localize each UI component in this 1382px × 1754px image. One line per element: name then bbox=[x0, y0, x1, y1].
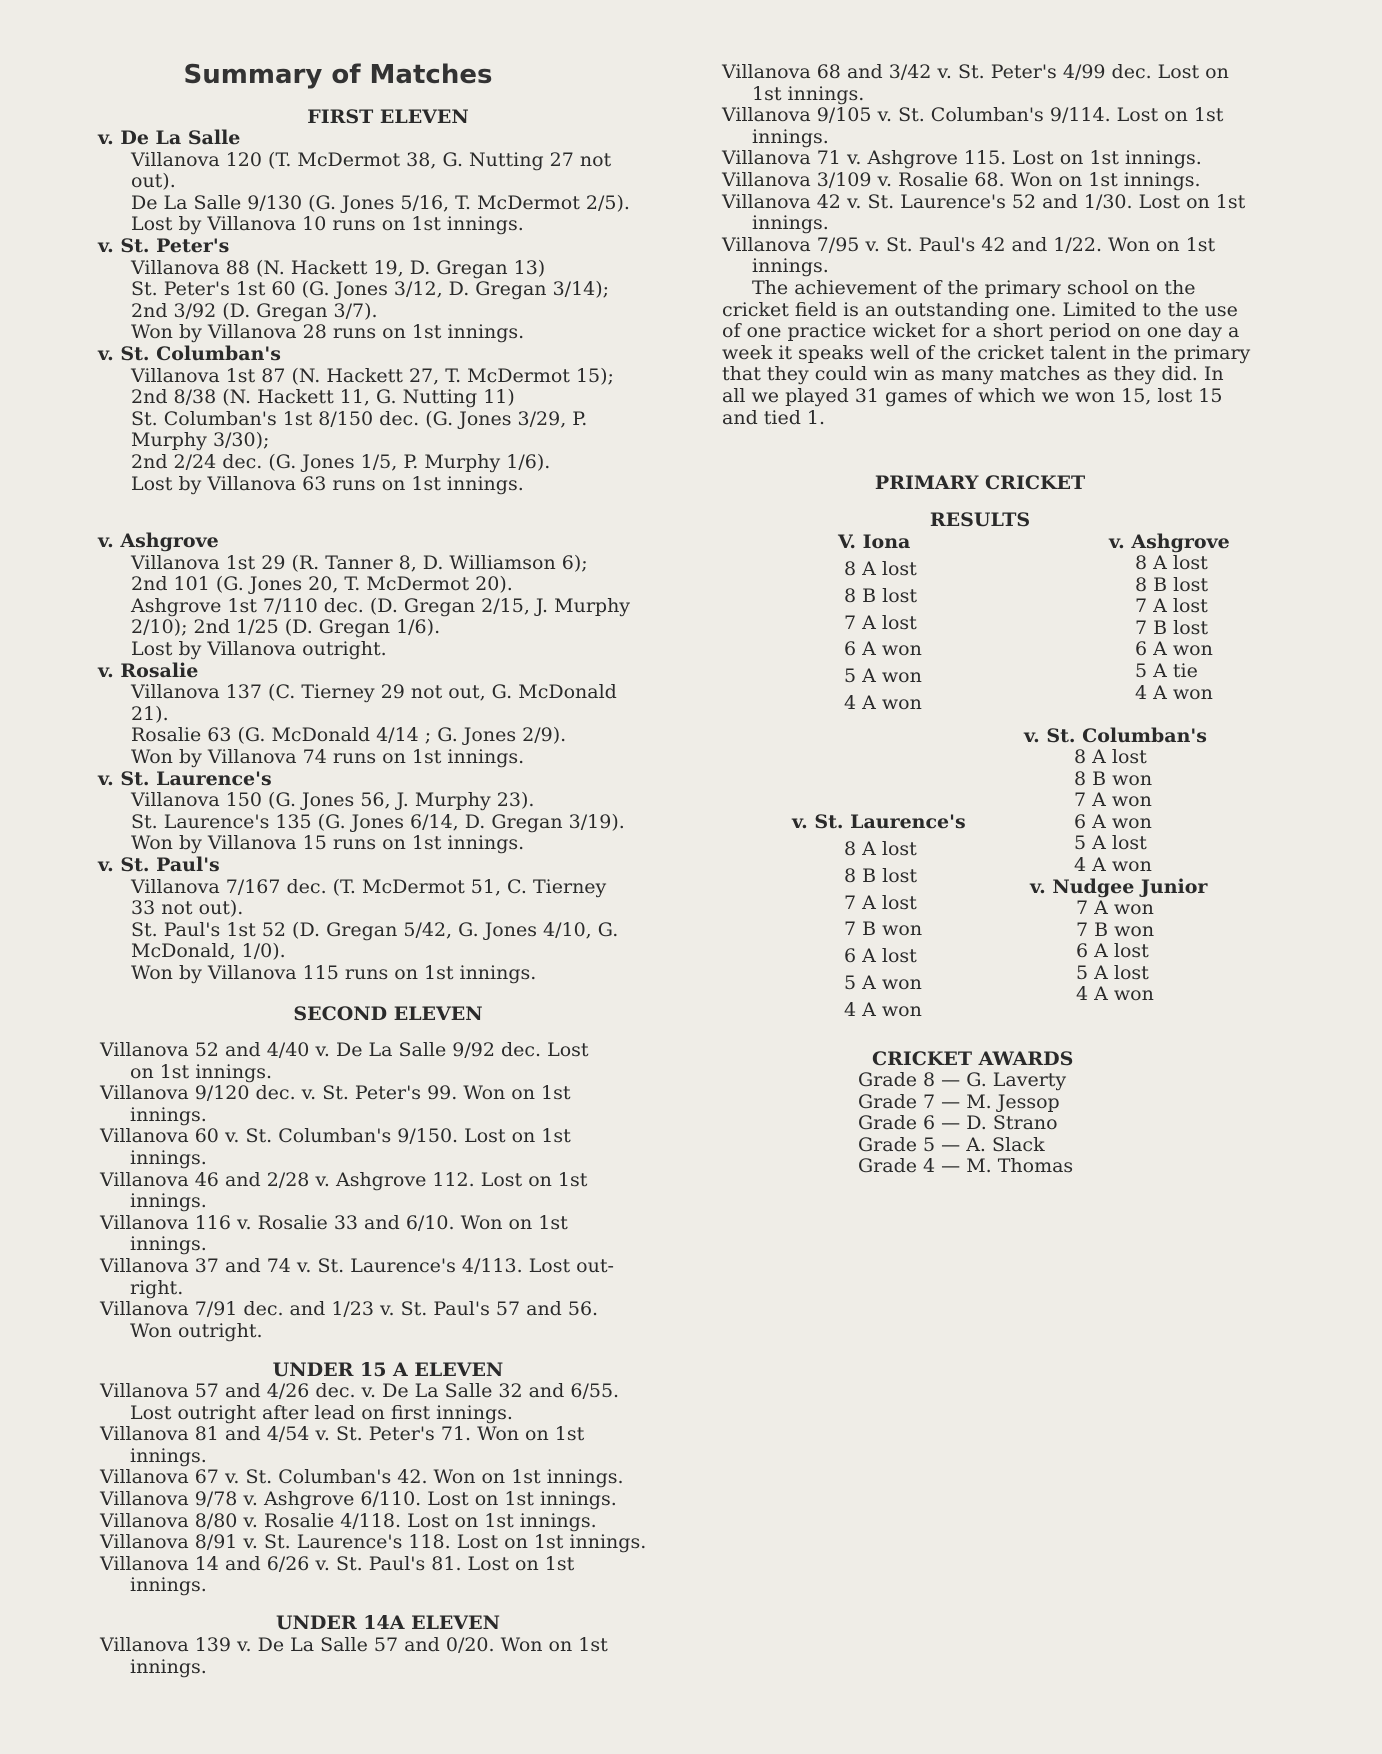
result-line: Villanova 8/80 v. Rosalie 4/118. Lost on 1st innings. bbox=[100, 1509, 597, 1532]
result-line: Villanova 139 v. De La Salle 57 and 0/20. Won on 1st bbox=[100, 1634, 608, 1656]
match-line: Murphy 3/30); bbox=[131, 429, 270, 452]
result-line: innings. bbox=[130, 1233, 207, 1256]
result-line: 1st innings. bbox=[752, 82, 865, 105]
laurence-results bbox=[792, 811, 966, 1024]
match-line: McDonald, 1/0). bbox=[131, 940, 286, 963]
first-eleven-heading: FIRST ELEVEN bbox=[307, 106, 469, 128]
match-ashgrove bbox=[98, 531, 678, 661]
opponent-heading: v. De La Salle bbox=[98, 127, 241, 149]
result-item: 7 A won bbox=[1076, 897, 1154, 919]
result-line: Villanova 68 and 3/42 v. St. Peter's 4/99 dec. Lost on bbox=[722, 61, 1229, 83]
paragraph-line: all we played 31 games of which we won 15, lost 15 bbox=[722, 384, 1223, 407]
right-results-block bbox=[722, 62, 1302, 278]
result-item: 7 B won bbox=[1076, 918, 1155, 941]
opponent-heading: v. St. Paul's bbox=[98, 853, 220, 876]
opponent-heading: V. Iona bbox=[838, 531, 911, 553]
result-line: innings. bbox=[752, 212, 829, 235]
result-item: 7 A won bbox=[1074, 789, 1152, 812]
result-line: right. bbox=[130, 1276, 184, 1299]
opponent-heading: v. St. Laurence's bbox=[792, 811, 966, 833]
opponent-heading: v. St. Laurence's bbox=[98, 767, 272, 790]
match-line: Villanova 88 (N. Hackett 19, D. Gregan 13) bbox=[131, 256, 546, 279]
match-line: 2nd 8/38 (N. Hackett 11, G. Nutting 11) bbox=[131, 386, 515, 409]
result-line: Villanova 60 v. St. Columban's 9/150. Lost on 1st bbox=[100, 1125, 571, 1148]
opponent-heading: v. St. Columban's bbox=[98, 342, 281, 365]
result-item: 4 A won bbox=[1076, 983, 1154, 1006]
result-item: 6 A lost bbox=[844, 945, 917, 968]
result-line: innings. bbox=[130, 1103, 207, 1126]
result-line: Villanova 67 v. St. Columban's 42. Won on 1st innings. bbox=[100, 1466, 624, 1489]
match-line: Lost by Villanova 10 runs on 1st innings. bbox=[131, 213, 524, 236]
paragraph-line: and tied 1. bbox=[722, 406, 826, 429]
match-line: De La Salle 9/130 (G. Jones 5/16, T. McDermot 2/5). bbox=[131, 191, 630, 214]
result-line: innings. bbox=[752, 255, 829, 278]
match-line: Rosalie 63 (G. McDonald 4/14 ; G. Jones 2/9). bbox=[131, 724, 567, 747]
result-line: on 1st innings. bbox=[130, 1060, 273, 1083]
match-line: St. Laurence's 135 (G. Jones 6/14, D. Gregan 3/19). bbox=[131, 810, 625, 833]
result-item: 5 A tie bbox=[1135, 659, 1198, 682]
result-item: 8 B lost bbox=[844, 584, 918, 607]
match-line: Ashgrove 1st 7/110 dec. (D. Gregan 2/15, J. Murphy bbox=[131, 594, 631, 617]
result-line: Villanova 9/78 v. Ashgrove 6/110. Lost on 1st innings. bbox=[100, 1487, 617, 1510]
nudgee-results bbox=[1030, 876, 1207, 1006]
result-item: 5 A won bbox=[844, 971, 922, 994]
opponent-heading: v. Ashgrove bbox=[1109, 531, 1230, 553]
result-item: 8 B won bbox=[1074, 767, 1153, 790]
result-item: 6 A lost bbox=[1076, 940, 1149, 963]
result-item: 7 B won bbox=[844, 918, 923, 941]
result-line: Villanova 42 v. St. Laurence's 52 and 1/30. Lost on 1st bbox=[722, 190, 1246, 213]
match-st-columbans bbox=[98, 344, 678, 495]
match-line: Villanova 1st 87 (N. Hackett 27, T. McDermot 15); bbox=[131, 364, 614, 387]
opponent-heading: v. Rosalie bbox=[98, 659, 199, 682]
result-item: 5 A lost bbox=[1074, 832, 1147, 855]
primary-paragraph bbox=[722, 278, 1302, 429]
result-item: 6 A won bbox=[844, 638, 922, 661]
match-line: Won by Villanova 115 runs on 1st innings. bbox=[131, 961, 537, 984]
opponent-heading: v. Ashgrove bbox=[98, 530, 219, 552]
paragraph-line: of one practice wicket for a short period on one day a bbox=[722, 320, 1240, 343]
result-line: Villanova 7/91 dec. and 1/23 v. St. Paul's 57 and 56. bbox=[100, 1298, 599, 1321]
match-line: Lost by Villanova outright. bbox=[131, 637, 387, 660]
result-line: innings. bbox=[130, 1190, 207, 1213]
result-item: 4 A won bbox=[1074, 853, 1152, 876]
match-st-peters bbox=[98, 236, 678, 344]
opponent-heading: v. St. Peter's bbox=[98, 234, 230, 257]
result-item: 8 B lost bbox=[844, 864, 918, 887]
result-item: 7 B lost bbox=[1135, 616, 1209, 639]
match-line: 2nd 101 (G. Jones 20, T. McDermot 20). bbox=[131, 573, 513, 596]
primary-heading: PRIMARY CRICKET bbox=[874, 472, 1086, 494]
result-line: Villanova 46 and 2/28 v. Ashgrove 112. Lost on 1st bbox=[100, 1168, 588, 1191]
result-item: 4 A won bbox=[844, 691, 922, 714]
award-line: Grade 6 — D. Strano bbox=[858, 1112, 1058, 1135]
result-item: 6 A won bbox=[1135, 638, 1213, 661]
award-line: Grade 5 — A. Slack bbox=[858, 1133, 1045, 1156]
match-line: Won by Villanova 74 runs on 1st innings. bbox=[131, 745, 525, 768]
match-line: 33 not out). bbox=[131, 897, 244, 920]
result-item: 4 A won bbox=[844, 998, 922, 1021]
result-line: innings. bbox=[130, 1574, 207, 1597]
result-line: Villanova 52 and 4/40 v. De La Salle 9/92 dec. Lost bbox=[100, 1039, 589, 1061]
match-line: 2nd 2/24 dec. (G. Jones 1/5, P. Murphy 1/6). bbox=[131, 450, 551, 473]
awards-heading: CRICKET AWARDS bbox=[872, 1048, 1074, 1070]
match-rosalie bbox=[98, 661, 678, 769]
match-line: Villanova 1st 29 (R. Tanner 8, D. Williamson 6); bbox=[131, 551, 588, 574]
match-line: 2nd 3/92 (D. Gregan 3/7). bbox=[131, 299, 378, 322]
result-line: Villanova 37 and 74 v. St. Laurence's 4/113. Lost out- bbox=[100, 1254, 614, 1277]
result-line: Lost outright after lead on first innings. bbox=[130, 1401, 513, 1424]
match-line: Won by Villanova 15 runs on 1st innings. bbox=[131, 832, 525, 855]
first-eleven-block bbox=[98, 128, 678, 495]
columban-results bbox=[1024, 725, 1207, 877]
result-line: Villanova 116 v. Rosalie 33 and 6/10. Won on 1st bbox=[100, 1211, 568, 1234]
under15-block bbox=[100, 1381, 680, 1597]
result-item: 5 A lost bbox=[1076, 961, 1149, 984]
result-line: Won outright. bbox=[130, 1319, 263, 1342]
result-line: Villanova 3/109 v. Rosalie 68. Won on 1st innings. bbox=[722, 168, 1201, 191]
match-line: St. Peter's 1st 60 (G. Jones 3/12, D. Gregan 3/14); bbox=[131, 278, 610, 301]
match-line: Villanova 7/167 dec. (T. McDermot 51, C. Tierney bbox=[131, 875, 607, 898]
result-item: 8 A lost bbox=[844, 838, 917, 860]
result-line: innings. bbox=[130, 1444, 207, 1467]
match-line: St. Paul's 1st 52 (D. Gregan 5/42, G. Jones 4/10, G. bbox=[131, 918, 619, 941]
paragraph-line: The achievement of the primary school on the bbox=[752, 277, 1196, 299]
result-item: 8 A lost bbox=[1135, 552, 1208, 574]
result-item: 7 A lost bbox=[844, 611, 917, 634]
match-line: 2/10); 2nd 1/25 (D. Gregan 1/6). bbox=[131, 616, 441, 639]
ashgrove-results bbox=[1109, 531, 1230, 704]
match-line: Lost by Villanova 63 runs on 1st innings. bbox=[131, 472, 524, 495]
iona-results bbox=[838, 531, 922, 717]
match-line: Villanova 137 (C. Tierney 29 not out, G. McDonald bbox=[131, 681, 617, 704]
second-eleven-block bbox=[100, 1040, 680, 1342]
result-item: 4 A won bbox=[1135, 681, 1213, 704]
match-line: Villanova 120 (T. McDermot 38, G. Nutting 27 not bbox=[131, 148, 612, 171]
result-line: Villanova 8/91 v. St. Laurence's 118. Lost on 1st innings. bbox=[100, 1531, 647, 1554]
paragraph-line: cricket field is an outstanding one. Limited to the use bbox=[722, 298, 1238, 321]
award-line: Grade 7 — M. Jessop bbox=[858, 1090, 1060, 1113]
opponent-heading: v. St. Columban's bbox=[1024, 725, 1207, 747]
award-line: Grade 4 — M. Thomas bbox=[858, 1155, 1074, 1178]
result-line: innings. bbox=[752, 125, 829, 148]
second-eleven-heading: SECOND ELEVEN bbox=[293, 1003, 483, 1025]
result-line: Villanova 57 and 4/26 dec. v. De La Salle 32 and 6/55. bbox=[100, 1380, 620, 1402]
result-item: 6 A won bbox=[1074, 810, 1152, 833]
page-title: Summary of Matches bbox=[183, 60, 493, 90]
match-st-laurences bbox=[98, 769, 678, 855]
result-line: innings. bbox=[130, 1655, 207, 1678]
result-item: 7 A lost bbox=[844, 891, 917, 914]
under15-heading: UNDER 15 A ELEVEN bbox=[272, 1359, 504, 1381]
result-item: 5 A won bbox=[844, 665, 922, 688]
result-item: 8 B lost bbox=[1135, 573, 1209, 596]
first-eleven-block-2 bbox=[98, 531, 678, 984]
match-line: 21). bbox=[131, 702, 169, 725]
result-item: 7 A lost bbox=[1135, 595, 1208, 618]
result-line: innings. bbox=[130, 1146, 207, 1169]
match-de-la-salle bbox=[98, 128, 678, 236]
paragraph-line: that they could win as many matches as they did. In bbox=[722, 363, 1224, 386]
paragraph-line: week it speaks well of the cricket talent in the primary bbox=[722, 341, 1251, 364]
result-line: Villanova 9/105 v. St. Columban's 9/114. Lost on 1st bbox=[722, 104, 1224, 127]
result-line: Villanova 71 v. Ashgrove 115. Lost on 1st innings. bbox=[722, 147, 1202, 170]
result-item: 8 A lost bbox=[844, 558, 917, 580]
match-line: St. Columban's 1st 8/150 dec. (G. Jones 3/29, P. bbox=[131, 407, 588, 430]
under14-heading: UNDER 14A ELEVEN bbox=[275, 1612, 500, 1634]
result-line: Villanova 7/95 v. St. Paul's 42 and 1/22. Won on 1st bbox=[722, 233, 1216, 256]
under14-block bbox=[100, 1635, 680, 1678]
results-subheading: RESULTS bbox=[929, 509, 1031, 531]
opponent-heading: v. Nudgee Junior bbox=[1030, 876, 1208, 898]
result-line: Villanova 81 and 4/54 v. St. Peter's 71. Won on 1st bbox=[100, 1423, 585, 1446]
result-line: Villanova 14 and 6/26 v. St. Paul's 81. Lost on 1st bbox=[100, 1552, 575, 1575]
awards-block bbox=[858, 1048, 1073, 1178]
match-st-pauls bbox=[98, 855, 678, 985]
result-line: Villanova 9/120 dec. v. St. Peter's 99. Won on 1st bbox=[100, 1082, 571, 1105]
match-line: Villanova 150 (G. Jones 56, J. Murphy 23). bbox=[131, 789, 535, 812]
result-item: 8 A lost bbox=[1074, 746, 1147, 768]
match-line: Won by Villanova 28 runs on 1st innings. bbox=[131, 321, 525, 344]
match-line: out). bbox=[131, 170, 176, 193]
award-line: Grade 8 — G. Laverty bbox=[858, 1069, 1067, 1091]
